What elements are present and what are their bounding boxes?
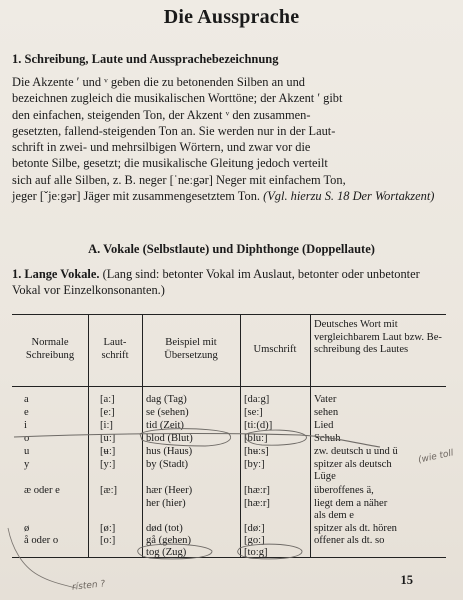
cell-deutsch: Lied (314, 420, 334, 431)
paragraph-line: jeger [ˇjeːgər] Jäger mit zusammengesetztem Ton. (12, 189, 260, 204)
cell-schreibung: u (24, 446, 30, 457)
cell-schreibung: ø (24, 523, 30, 534)
paragraph-line: schrift in zwei- und mehrsilbigen Wörtern, und zwar vor die (12, 140, 311, 155)
header-beispiel: Beispiel mit Übersetzung (164, 337, 218, 361)
cell-lautschrift: [øː] (100, 523, 116, 534)
cell-deutsch: offener als dt. so (314, 535, 385, 546)
paragraph-line: betonte Silbe, gesetzt; die musikalische Gleitung jedoch verteilt (12, 156, 328, 171)
cell-lautschrift: [iː] (100, 420, 113, 431)
cell-schreibung: y (24, 459, 30, 470)
cell-deutsch: Lüge (314, 471, 336, 482)
cell-deutsch: spitzer als dt. hören (314, 523, 397, 534)
cell-lautschrift: [oː] (100, 535, 116, 546)
cell-umschrift: [bluː] (244, 433, 268, 444)
cell-beispiel: hus (Haus) (146, 446, 193, 457)
section-heading-schreibung: 1. Schreibung, Laute und Aussprachebezeichnung (12, 52, 279, 66)
bottom-note: rísten ? (71, 579, 106, 593)
cell-deutsch: Schuh (314, 433, 341, 444)
cell-umschrift: [hʉːs] (244, 446, 269, 457)
cell-beispiel: se (sehen) (146, 407, 189, 418)
cell-deutsch: liegt dem a näher (314, 498, 388, 509)
paragraph-line: sich auf alle Silben, z. B. neger [ˈneːgər] Neger mit einfachem Ton, (12, 172, 346, 187)
paragraph-line: Die Akzente ʹ und ᵛ geben die zu betonenden Silben an und (12, 75, 305, 89)
cell-schreibung: æ oder e (24, 485, 60, 496)
cell-beispiel: død (tot) (146, 523, 183, 534)
cell-umschrift: [byː] (244, 459, 265, 470)
header-lautschrift: Laut-schrift (101, 337, 129, 361)
table-bottom-rule (12, 557, 446, 558)
cell-schreibung: a (24, 394, 29, 405)
cell-schreibung: o (24, 433, 30, 444)
table-column-rule (88, 314, 89, 557)
lange-vokale-intro (12, 266, 448, 299)
cell-beispiel: blod (Blut) (146, 433, 193, 444)
lange-vokale-text: (Lang sind: betonter Vokal im Auslaut, betonter oder unbetonter Vokal vor Einzelkonsonanten.) (12, 267, 420, 298)
cell-umschrift: [hæːr] (244, 485, 270, 496)
cell-deutsch: als dem e (314, 510, 355, 521)
paragraph-line: bezeichnen zugleich die musikalischen Worttöne; der Akzent ʹ gibt (12, 91, 343, 106)
cross-reference: (Vgl. hierzu S. 18 Der Wortakzent) (263, 189, 435, 204)
cell-beispiel: hær (Heer) (146, 485, 193, 496)
table-top-rule (12, 314, 446, 315)
cell-lautschrift: [eː] (100, 407, 115, 418)
cell-umschrift: [tiː(d)] (244, 420, 273, 431)
cell-beispiel: her (hier) (146, 498, 186, 509)
cell-umschrift: [toːg] (244, 547, 268, 558)
margin-note: (wie toll (417, 448, 455, 466)
cell-schreibung: å oder o (24, 535, 59, 546)
header-schreibung: Normale Schreibung (25, 337, 75, 361)
cell-lautschrift: [ʉː] (100, 446, 116, 457)
lange-vokale-label: 1. Lange Vokale. (12, 267, 100, 281)
cell-beispiel: dag (Tag) (146, 394, 187, 405)
cell-beispiel: tog (Zug) (146, 547, 187, 558)
table-column-rule (310, 314, 311, 557)
cell-beispiel: by (Stadt) (146, 459, 189, 470)
cell-umschrift: [daːg] (244, 394, 270, 405)
cell-umschrift: [goː] (244, 535, 265, 546)
cell-schreibung: e (24, 407, 29, 418)
section-heading-vokale: A. Vokale (Selbstlaute) und Diphthonge (Doppellaute) (88, 242, 375, 256)
header-umschrift: Umschrift (253, 344, 297, 355)
paragraph-line: den einfachen, steigenden Ton, der Akzent ᵛ den zusammen- (12, 107, 311, 122)
cell-deutsch: sehen (314, 407, 339, 418)
cell-deutsch: Vater (314, 394, 337, 405)
page-title: Die Aussprache (163, 6, 300, 28)
cell-schreibung: i (24, 420, 27, 431)
cell-lautschrift: [yː] (100, 459, 116, 470)
cell-lautschrift: [uː] (100, 433, 116, 444)
table-column-rule (142, 314, 143, 557)
section1-paragraph (12, 74, 448, 204)
cell-beispiel: tid (Zeit) (146, 420, 184, 431)
cell-lautschrift: [aː] (100, 394, 115, 405)
cell-umschrift: [hæːr] (244, 498, 270, 509)
paragraph-line: gesetzten, fallend-steigenden Ton an. Sie werden nur in der Laut- (12, 123, 336, 138)
table-column-rule (240, 314, 241, 557)
vowel-table (12, 314, 446, 570)
paragraph-line-last (12, 188, 448, 204)
page-number: 15 (400, 573, 413, 587)
cell-umschrift: [seː] (244, 407, 263, 418)
cell-deutsch: spitzer als deutsch (314, 459, 392, 470)
cell-deutsch: überoffenes ä, (314, 485, 374, 496)
cell-lautschrift: [æː] (100, 485, 118, 496)
cell-deutsch: zw. deutsch u und ü (314, 446, 398, 457)
header-deutsches-wort: Deutsches Wort mit vergleichbarem Laut bzw. Be-schreibung des Lautes (314, 319, 442, 355)
cell-beispiel: gå (gehen) (146, 535, 191, 546)
cell-umschrift: [døː] (244, 523, 265, 534)
table-header-rule (12, 386, 446, 387)
